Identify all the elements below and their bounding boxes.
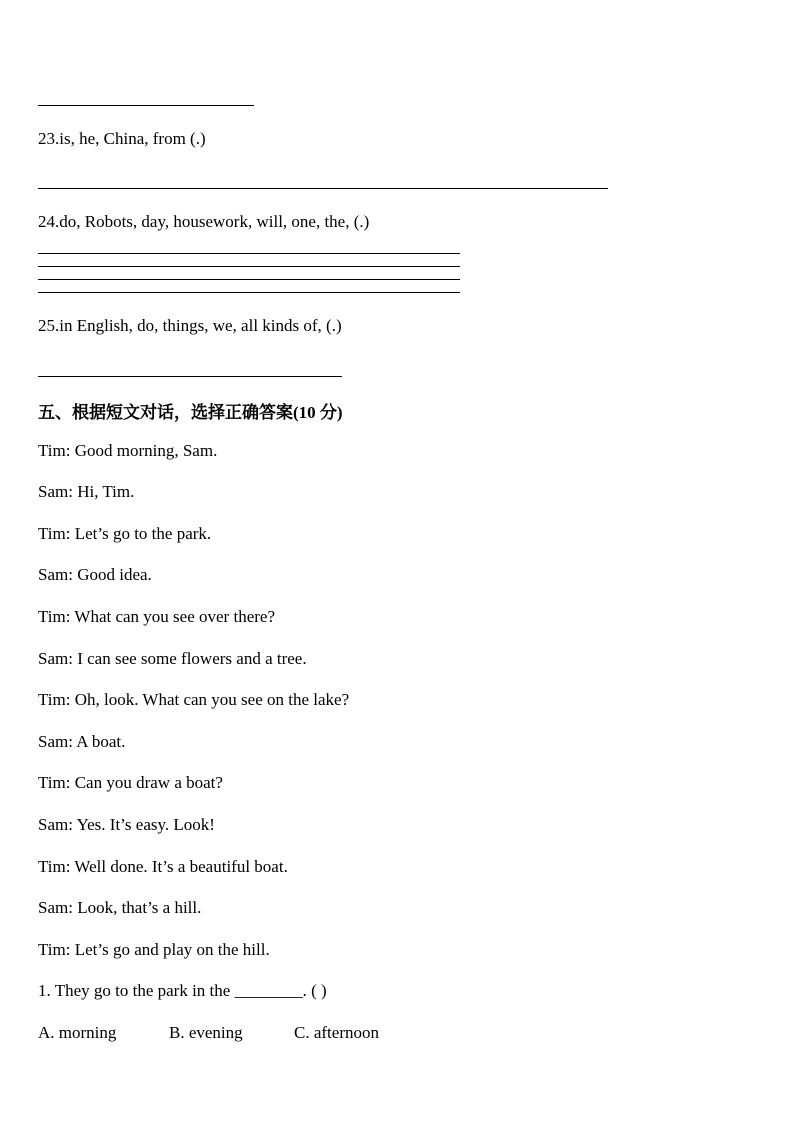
answer-line-24d[interactable]	[38, 292, 460, 293]
option-b[interactable]: B. evening	[169, 1023, 243, 1042]
dialogue-line: Sam: Good idea.	[38, 565, 152, 584]
dialogue-line: Tim: Can you draw a boat?	[38, 773, 223, 792]
dialogue-line: Sam: Hi, Tim.	[38, 482, 135, 501]
question-23	[38, 129, 206, 149]
question-25	[38, 316, 342, 336]
question-words: is, he, China, from (.)	[59, 129, 206, 148]
dialogue-line: Sam: Look, that’s a hill.	[38, 898, 202, 917]
option-a[interactable]: A. morning	[38, 1023, 117, 1042]
dialogue-line: Tim: Let’s go to the park.	[38, 524, 212, 543]
dialogue-line: Sam: Yes. It’s easy. Look!	[38, 815, 215, 834]
mcq-stem: 1. They go to the park in the ________. ( )	[38, 981, 327, 1000]
question-words: in English, do, things, we, all kinds of, (.)	[59, 316, 342, 335]
answer-line-24c[interactable]	[38, 279, 460, 280]
question-words: do, Robots, day, housework, will, one, the, (.)	[59, 212, 370, 231]
dialogue-line: Tim: Well done. It’s a beautiful boat.	[38, 857, 288, 876]
section-heading: 五、根据短文对话，选择正确答案(10 分)	[38, 403, 343, 422]
dialogue-line: Tim: Oh, look. What can you see on the lake?	[38, 690, 350, 709]
question-24	[38, 212, 369, 232]
answer-line-23[interactable]	[38, 188, 608, 189]
answer-line-22[interactable]	[38, 105, 254, 106]
dialogue-line: Tim: Good morning, Sam.	[38, 441, 218, 460]
answer-line-24b[interactable]	[38, 266, 460, 267]
option-c[interactable]: C. afternoon	[294, 1023, 379, 1042]
mcq-options	[38, 1023, 458, 1043]
question-number: 25.	[38, 316, 60, 335]
answer-line-25[interactable]	[38, 376, 342, 377]
question-number: 23.	[38, 129, 60, 148]
question-number: 24.	[38, 212, 60, 231]
dialogue-line: Sam: A boat.	[38, 732, 126, 751]
answer-line-24a[interactable]	[38, 253, 460, 254]
dialogue-line: Tim: What can you see over there?	[38, 607, 275, 626]
dialogue-line: Sam: I can see some flowers and a tree.	[38, 649, 307, 668]
dialogue-line: Tim: Let’s go and play on the hill.	[38, 940, 270, 959]
